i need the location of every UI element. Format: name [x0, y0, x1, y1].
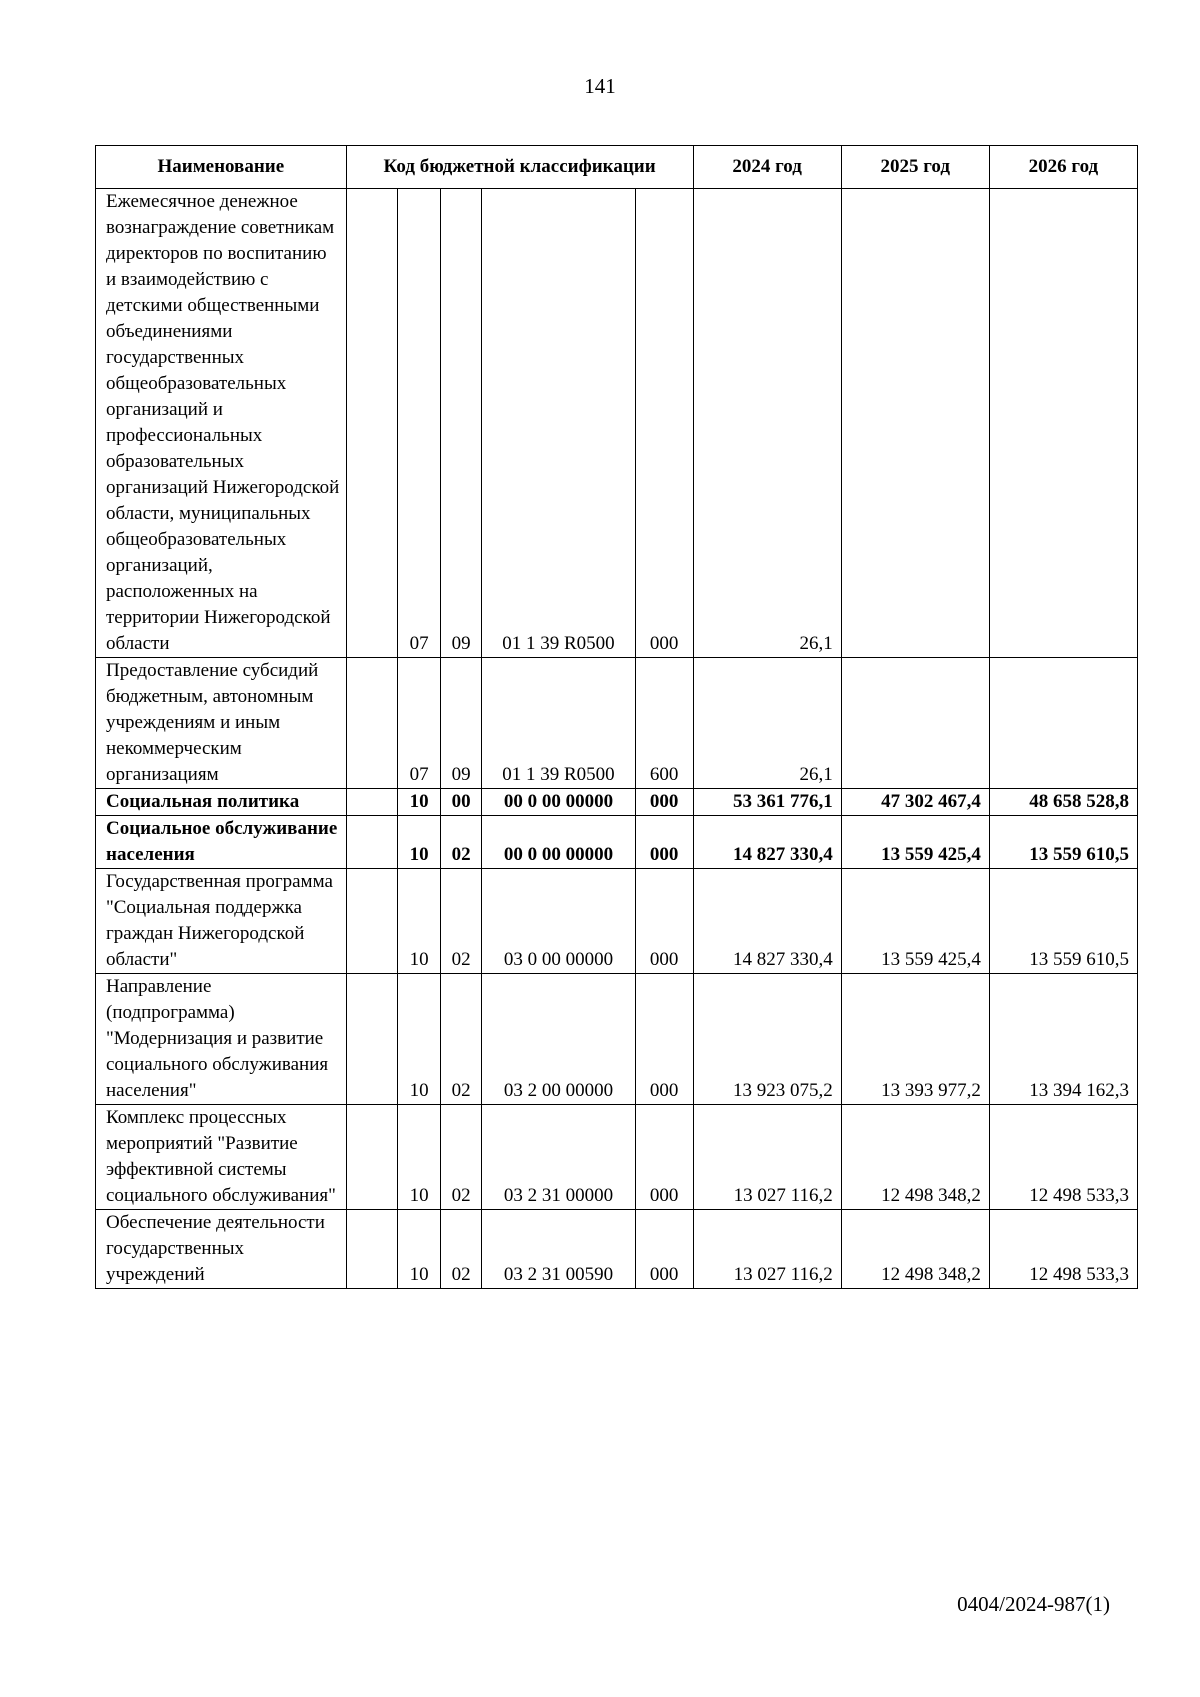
cell-name: Направление (подпрограмма) "Модернизация и развитие социального обслуживания населения": [96, 974, 347, 1105]
cell-subsection: 09: [440, 189, 481, 658]
cell-target-article: 03 0 00 00000: [482, 869, 635, 974]
cell-subsection: 00: [440, 789, 481, 816]
cell-expense-type: 000: [635, 1105, 693, 1210]
cell-subsection: 02: [440, 816, 481, 869]
cell-2024: 26,1: [693, 658, 841, 789]
cell-expense-type: 600: [635, 658, 693, 789]
table-body: [96, 189, 1138, 1289]
cell-blank: [346, 974, 398, 1105]
cell-expense-type: 000: [635, 974, 693, 1105]
budget-table: [95, 145, 1138, 1289]
cell-name: Обеспечение деятельности государственных учреждений: [96, 1210, 347, 1289]
cell-name: Социальная политика: [96, 789, 347, 816]
cell-expense-type: 000: [635, 1210, 693, 1289]
cell-blank: [346, 816, 398, 869]
cell-2025: 47 302 467,4: [841, 789, 989, 816]
cell-2026: 12 498 533,3: [989, 1105, 1137, 1210]
table-row: [96, 816, 1138, 869]
cell-section: 10: [398, 789, 440, 816]
table-row: [96, 974, 1138, 1105]
table-row: [96, 189, 1138, 658]
cell-2025: [841, 189, 989, 658]
cell-name: Ежемесячное денежное вознаграждение советникам директоров по воспитанию и взаимодействию с детскими общественными объединениями государственных общеобразовательных организаций и профессиональных образовательных организаций Нижегородской области, муниципальных общеобразовательных организаций, расположенных на территории Нижегородской области: [96, 189, 347, 658]
cell-section: 10: [398, 869, 440, 974]
cell-target-article: 00 0 00 00000: [482, 816, 635, 869]
cell-target-article: 03 2 31 00000: [482, 1105, 635, 1210]
header-name: Наименование: [96, 146, 347, 189]
cell-2024: 26,1: [693, 189, 841, 658]
cell-subsection: 09: [440, 658, 481, 789]
table-row: [96, 658, 1138, 789]
cell-2026: 13 559 610,5: [989, 869, 1137, 974]
table-header-row: [96, 146, 1138, 189]
cell-blank: [346, 1105, 398, 1210]
cell-blank: [346, 869, 398, 974]
cell-2026: 13 559 610,5: [989, 816, 1137, 869]
page-number: 141: [584, 74, 616, 98]
cell-2024: 13 027 116,2: [693, 1210, 841, 1289]
cell-subsection: 02: [440, 1105, 481, 1210]
cell-2025: 13 393 977,2: [841, 974, 989, 1105]
header-2024: 2024 год: [693, 146, 841, 189]
cell-expense-type: 000: [635, 869, 693, 974]
cell-target-article: 01 1 39 R0500: [482, 189, 635, 658]
cell-2026: 13 394 162,3: [989, 974, 1137, 1105]
cell-target-article: 01 1 39 R0500: [482, 658, 635, 789]
cell-name: Предоставление субсидий бюджетным, автономным учреждениям и иным некоммерческим организациям: [96, 658, 347, 789]
cell-expense-type: 000: [635, 189, 693, 658]
cell-2026: [989, 189, 1137, 658]
cell-target-article: 00 0 00 00000: [482, 789, 635, 816]
cell-blank: [346, 189, 398, 658]
cell-expense-type: 000: [635, 789, 693, 816]
cell-name: Комплекс процессных мероприятий "Развитие эффективной системы социального обслуживания": [96, 1105, 347, 1210]
cell-2024: 13 923 075,2: [693, 974, 841, 1105]
header-2026: 2026 год: [989, 146, 1137, 189]
table-row: [96, 1105, 1138, 1210]
cell-section: 07: [398, 189, 440, 658]
cell-2025: 13 559 425,4: [841, 869, 989, 974]
cell-section: 10: [398, 816, 440, 869]
cell-subsection: 02: [440, 869, 481, 974]
table-row: [96, 869, 1138, 974]
cell-subsection: 02: [440, 1210, 481, 1289]
cell-2025: [841, 658, 989, 789]
cell-target-article: 03 2 00 00000: [482, 974, 635, 1105]
cell-name: Социальное обслуживание населения: [96, 816, 347, 869]
cell-section: 10: [398, 974, 440, 1105]
cell-2024: 14 827 330,4: [693, 869, 841, 974]
header-2025: 2025 год: [841, 146, 989, 189]
cell-section: 10: [398, 1210, 440, 1289]
cell-2025: 12 498 348,2: [841, 1105, 989, 1210]
cell-2024: 14 827 330,4: [693, 816, 841, 869]
table-row: [96, 1210, 1138, 1289]
document-code: 0404/2024-987(1): [957, 1592, 1110, 1616]
cell-blank: [346, 658, 398, 789]
cell-2026: 48 658 528,8: [989, 789, 1137, 816]
cell-section: 10: [398, 1105, 440, 1210]
cell-2024: 13 027 116,2: [693, 1105, 841, 1210]
cell-section: 07: [398, 658, 440, 789]
cell-2025: 12 498 348,2: [841, 1210, 989, 1289]
header-code: Код бюджетной классификации: [346, 146, 693, 189]
cell-expense-type: 000: [635, 816, 693, 869]
table-row: [96, 789, 1138, 816]
cell-name: Государственная программа "Социальная поддержка граждан Нижегородской области": [96, 869, 347, 974]
cell-2025: 13 559 425,4: [841, 816, 989, 869]
cell-2024: 53 361 776,1: [693, 789, 841, 816]
cell-subsection: 02: [440, 974, 481, 1105]
cell-2026: [989, 658, 1137, 789]
cell-target-article: 03 2 31 00590: [482, 1210, 635, 1289]
cell-2026: 12 498 533,3: [989, 1210, 1137, 1289]
cell-blank: [346, 789, 398, 816]
cell-blank: [346, 1210, 398, 1289]
